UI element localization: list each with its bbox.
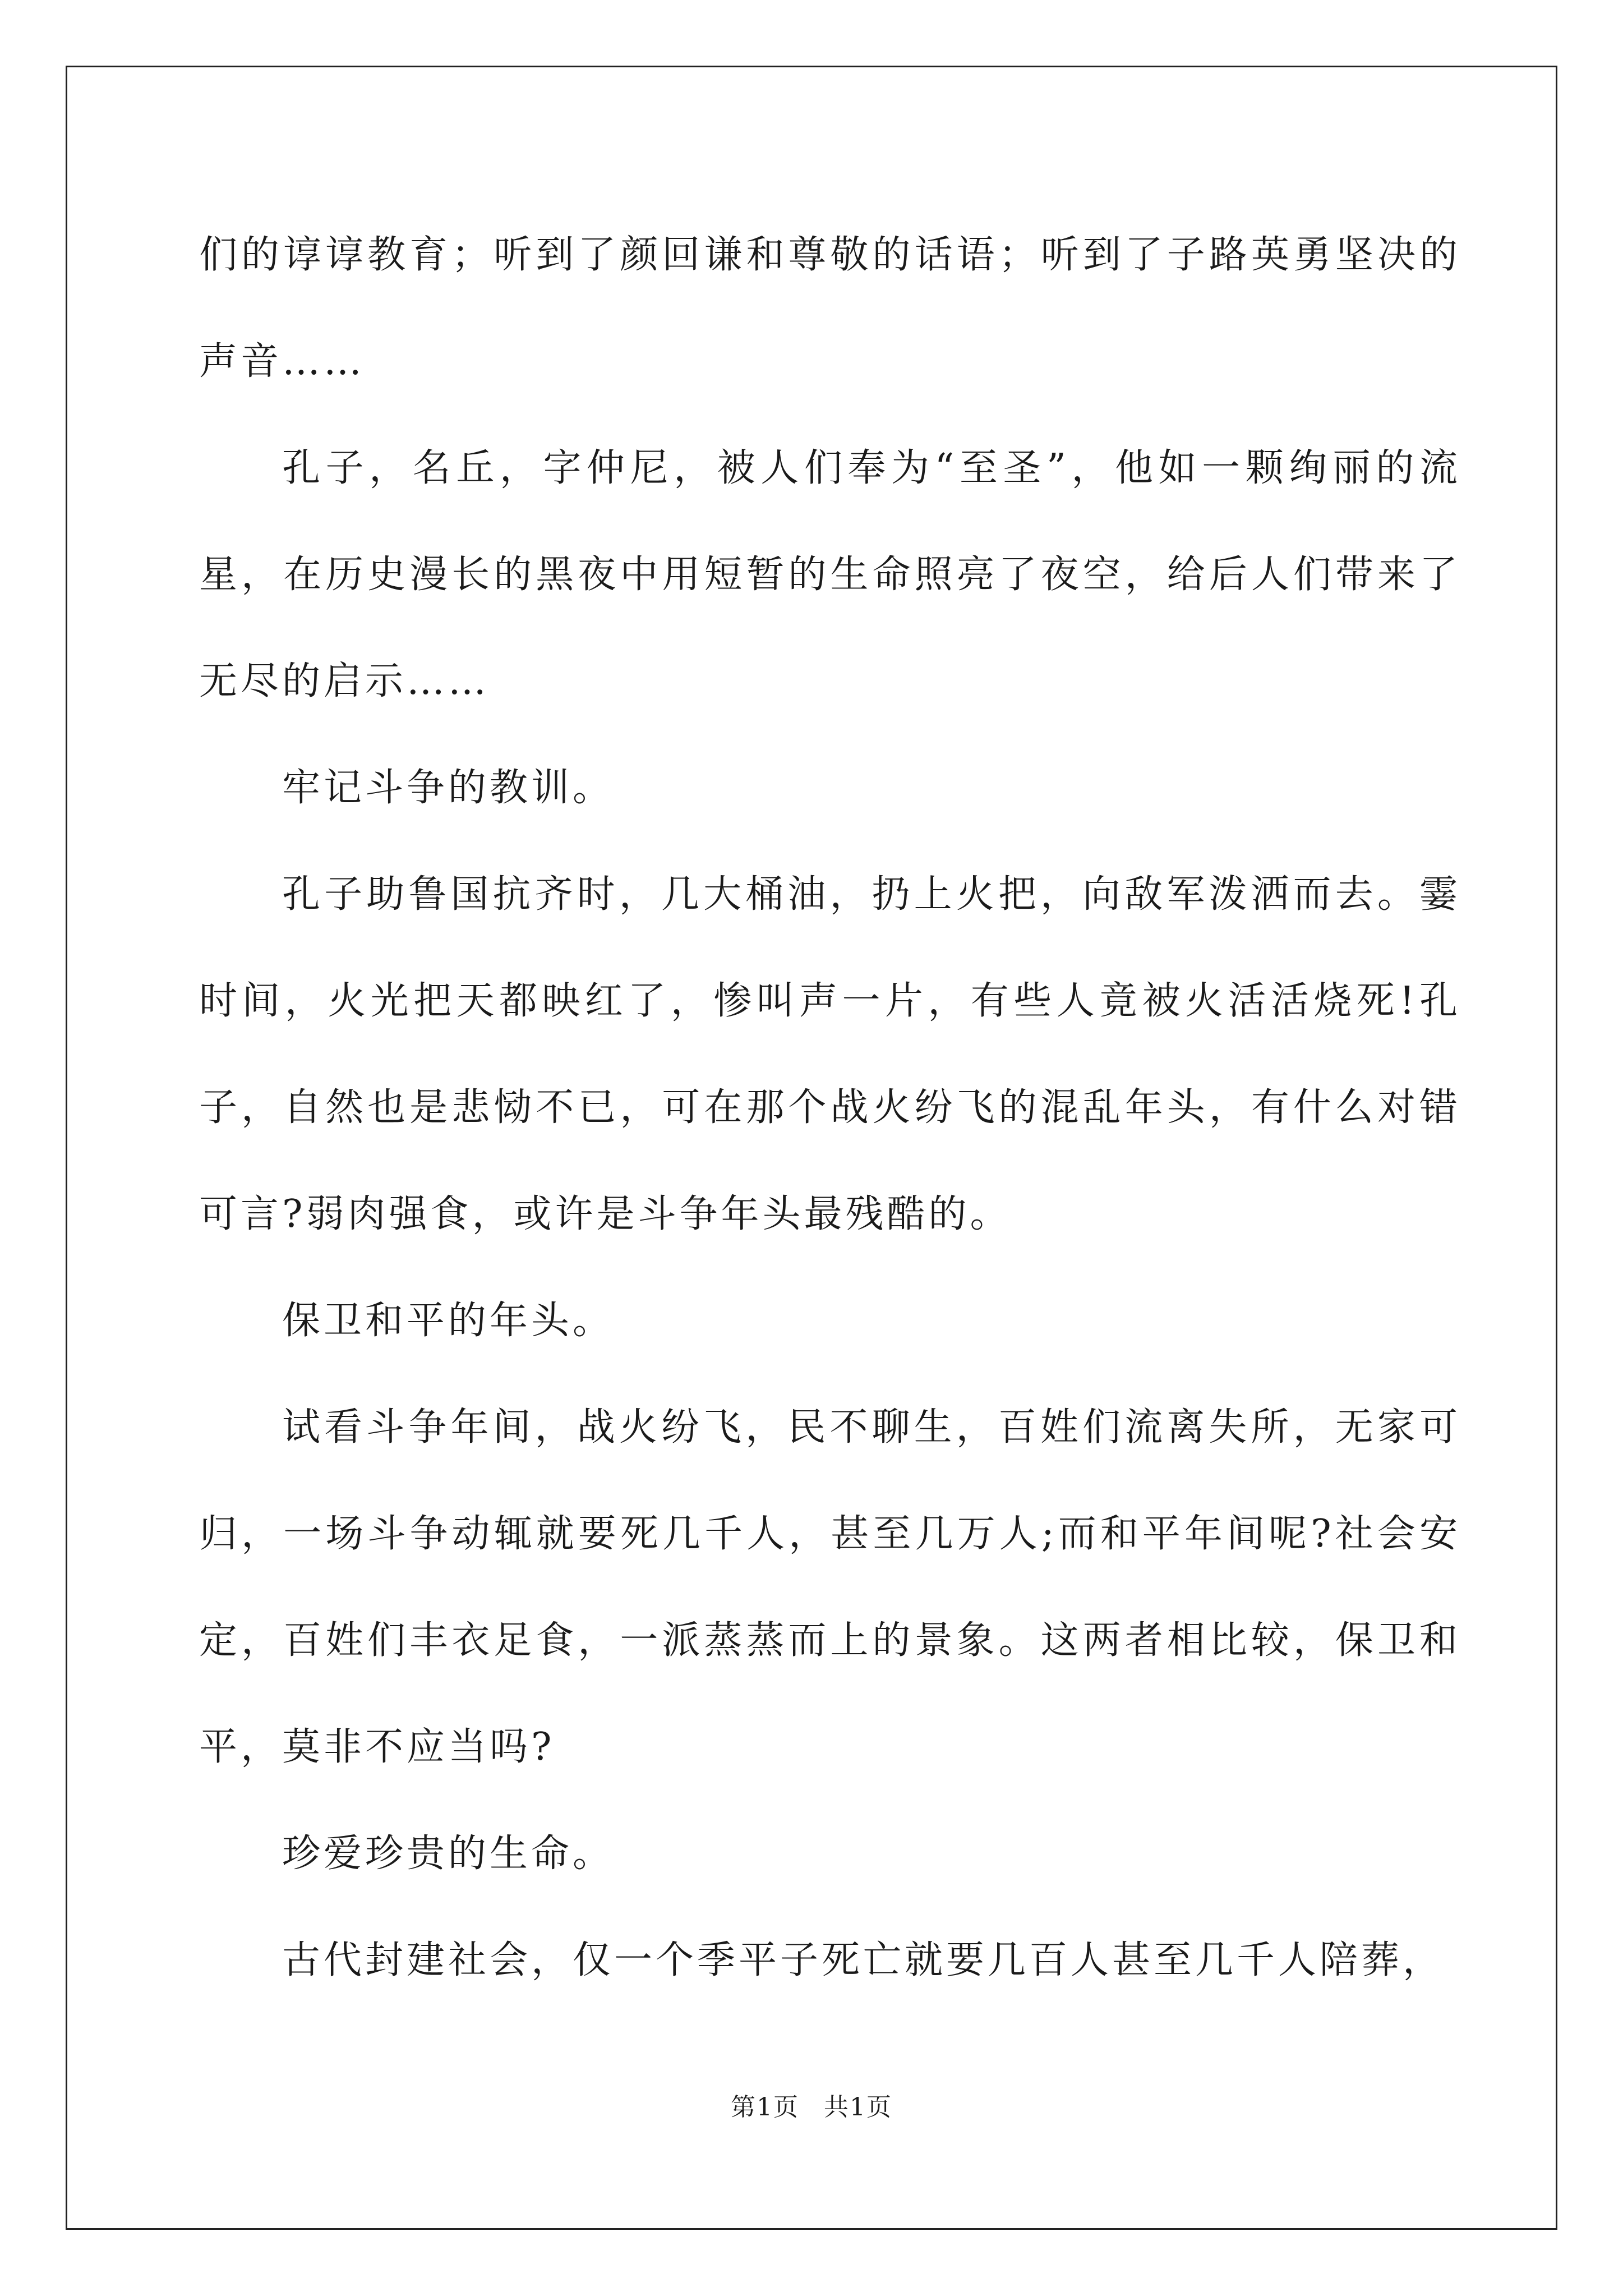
paragraph-1: 们的谆谆教育；听到了颜回谦和尊敬的话语；听到了子路英勇坚决的声音……	[199, 233, 1461, 384]
paragraph-5: 保卫和平的年头。	[282, 1299, 615, 1343]
paragraph-8: 古代封建社会，仅一个季平子死亡就要几百人甚至几千人陪葬，	[282, 1938, 1445, 1982]
paragraph-2: 孔子，名丘，字仲尼，被人们奉为“至圣”，他如一颗绚丽的流星，在历史漫长的黑夜中用短暂的生命照亮了夜空，给后人们带来了无尽的启示……	[199, 446, 1461, 703]
page-number-total: 共1页	[824, 2093, 892, 2122]
paragraph-3: 牢记斗争的教训。	[282, 766, 615, 810]
paragraph-4: 孔子助鲁国抗齐时，几大桶油，扔上火把，向敌军泼洒而去。霎时间，火光把天都映红了，惨叫声一片，有些人竟被火活活烧死!孔子，自然也是悲恸不已，可在那个战火纷飞的混乱年头，有什么对错可言?弱肉强食，或许是斗争年头最残酷的。	[199, 872, 1461, 1236]
document-body	[199, 202, 1461, 2014]
page-number-current: 第1页	[731, 2093, 799, 2122]
paragraph-6: 试看斗争年间，战火纷飞，民不聊生，百姓们流离失所，无家可归，一场斗争动辄就要死几千人，甚至几万人;而和平年间呢?社会安定，百姓们丰衣足食，一派蒸蒸而上的景象。这两者相比较，保卫和平，莫非不应当吗?	[199, 1405, 1461, 1769]
paragraph-7: 珍爱珍贵的生命。	[282, 1832, 615, 1876]
page-footer	[0, 2087, 1623, 2123]
